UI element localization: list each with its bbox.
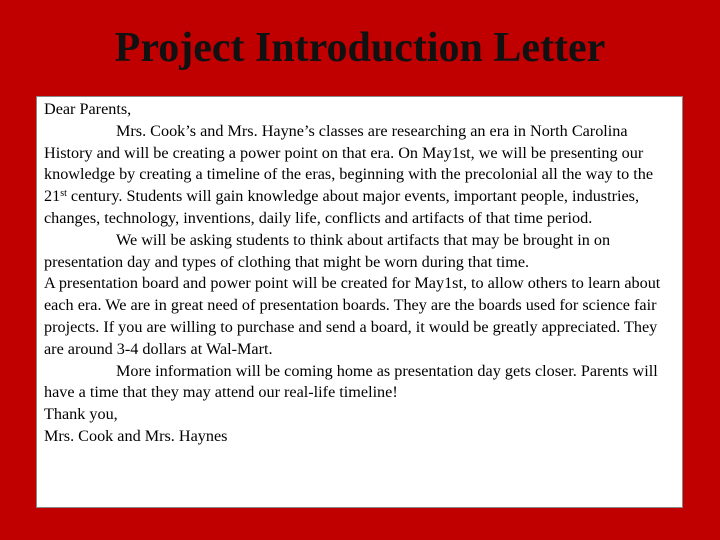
slide-title: Project Introduction Letter (114, 25, 606, 71)
paragraph-1-text-a: Mrs. Cook’s and Mrs. Hayne’s classes are researching an era in North Carolina History and will be creating a power point on that era. On May1st, we will be presenting our knowledge by creating a timeline of the eras, beginning with the precolonial all the way to the 21 (44, 121, 654, 206)
letter-paragraph-4: More information will be coming home as presentation day gets closer. Parents will have a time that they may attend our real-life timeline! (44, 361, 658, 402)
superscript-st: st (60, 188, 67, 200)
letter-paragraph-3: A presentation board and power point will be created for May1st, to allow others to learn about each era. We are in great need of presentation boards. They are the boards used for science fair projects. If you are willing to purchase and send a board, it would be greatly appreciated. They are around 3-4 dollars at Wal-Mart. (44, 274, 661, 358)
letter-closing: Thank you, (44, 405, 118, 424)
letter-paragraph-2: We will be asking students to think about artifacts that may be brought in on presentation day and types of clothing that might be worn during that time. (44, 230, 611, 271)
letter-paragraph-1 (44, 121, 675, 230)
paragraph-1-text-b: century. Students will gain knowledge about major events, important people, industries, changes, technology, inventions, daily life, conflicts and artifacts of that time period. (44, 187, 640, 227)
letter-box (36, 96, 683, 508)
letter-greeting: Dear Parents, (44, 100, 132, 118)
letter-signature: Mrs. Cook and Mrs. Haynes (44, 426, 228, 445)
